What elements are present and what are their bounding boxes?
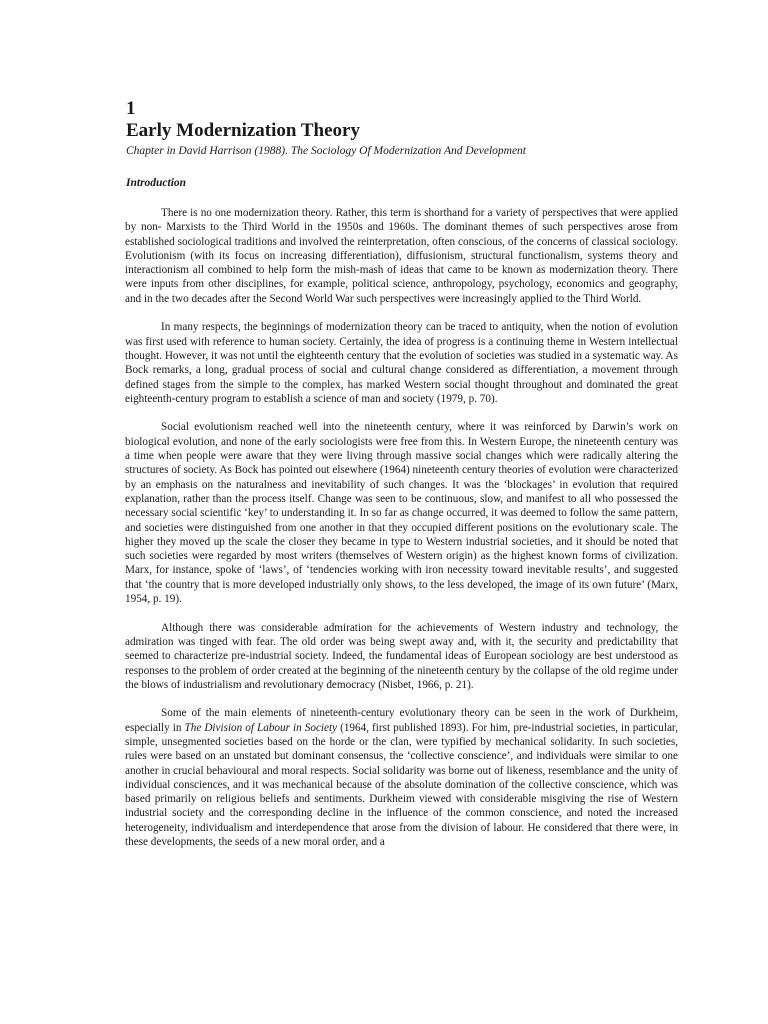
body-text xyxy=(126,206,678,849)
book-title: The Division of Labour in Society xyxy=(184,721,338,734)
document-page xyxy=(126,98,678,864)
paragraph: Social evolutionism reached well into the nineteenth century, where it was reinforced by Darwin’s work on biological evolution, and none of the early sociologists were free from this. In Western Europe, the nineteenth century was a time when people were aware that they were living through massive social changes which were radically altering the structures of society. As Bock has pointed out elsewhere (1964) nineteenth century theories of evolution were characterized by an emphasis on the naturalness and inevitability of such changes. It was the ‘blockages’ in evolution that required explanation, rather than the process itself. Change was seen to be continuous, slow, and manifest to all who possessed the necessary social scientific ‘key’ to understanding it. In so far as change occurred, it was deemed to follow the same pattern, and societies were distinguished from one another in that they occupied different positions on the evolutionary scale. The higher they moved up the scale the closer they became in type to Western industrial societies, and it should be noted that such societies were regarded by most writers (themselves of Western origin) as the highest known forms of civilization. Marx, for instance, spoke of ‘laws’, of ‘tendencies working with iron necessity toward inevitable results’, and suggested that ‘the country that is more developed industrially only shows, to the less developed, the image of its own future’ (Marx, 1954, p. 19). xyxy=(125,421,678,606)
chapter-source: Chapter in David Harrison (1988). The Sociology Of Modernization And Development xyxy=(126,145,527,157)
paragraph xyxy=(125,706,678,849)
paragraph: Although there was considerable admiration for the achievements of Western industry and technology, the admiration was tinged with fear. The old order was being swept away and, with it, the security and predictability that seemed to characterize pre-industrial society. Indeed, the fundamental ideas of European sociology are best understood as responses to the problem of order created at the beginning of the nineteenth century by the collapse of the old regime under the blows of industrialism and revolutionary democracy (Nisbet, 1966, p. 21). xyxy=(125,621,678,691)
paragraph-text: Some of the main elements of nineteenth-century evolutionary theory can be seen in the work of Durkheim, especially in xyxy=(125,707,678,734)
paragraph-text: (1964, first published 1893). For him, pre-industrial societies, in particular, simple, unsegmented societies based on the horde or the clan, were typified by mechanical solidarity. In such societies, rules were based on an unstated but dominant consensus, the ‘collective conscience’, and individuals were similar to one another in crucial behavioural and moral respects. Social solidarity was borne out of likeness, resemblance and the unity of individual consciences, and it was mechanical because of the absolute domination of the collective conscience, which was based primarily on religious beliefs and sentiments. Durkheim viewed with considerable misgiving the rise of Western industrial society and the corresponding decline in the influence of the common conscience, and noted the increased heterogeneity, individualism and interdependence that arose from the division of labour. He considered that there were, in these developments, the seeds of a new moral order, and a xyxy=(125,721,679,849)
chapter-number: 1 xyxy=(126,98,136,119)
paragraph: There is no one modernization theory. Rather, this term is shorthand for a variety of perspectives that were applied by non- Marxists to the Third World in the 1950s and 1960s. The dominant themes of such perspectives arose from established sociological traditions and involved the reinterpretation, often conscious, of the concerns of classical sociology. Evolutionism (with its focus on increasing differentiation), diffusionism, structural functionalism, systems theory and interactionism all combined to help form the mish-mash of ideas that came to be known as modernization theory. There were inputs from other disciplines, for example, political science, anthropology, psychology, economics and geography, and in the two decades after the Second World War such perspectives were increasingly applied to the Third World. xyxy=(125,207,678,305)
paragraph: In many respects, the beginnings of modernization theory can be traced to antiquity, when the notion of evolution was first used with reference to human society. Certainly, the idea of progress is a continuing theme in Western intellectual thought. However, it was not until the eighteenth century that the evolution of societies was studied in a systematic way. As Bock remarks, a long, gradual process of social and cultural change considered as differentiation, a movement through defined stages from the simple to the complex, has marked Western social thought throughout and dominated the great eighteenth-century program to establish a science of man and society (1979, p. 70). xyxy=(125,321,678,405)
section-heading-introduction: Introduction xyxy=(126,177,187,189)
chapter-title: Early Modernization Theory xyxy=(126,120,360,141)
